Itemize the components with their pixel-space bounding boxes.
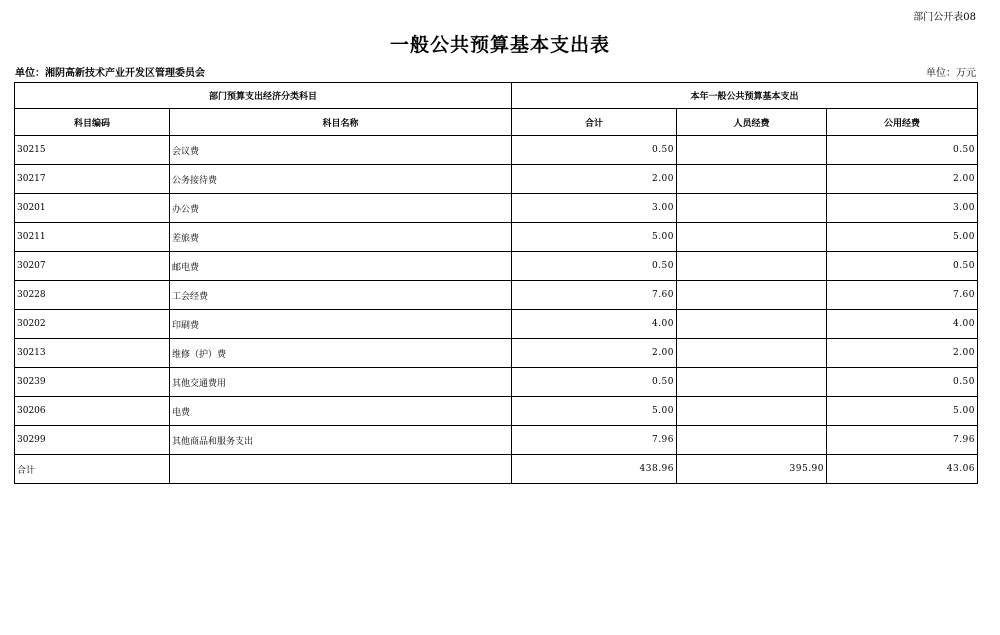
- cell-total: 2.00: [512, 339, 677, 368]
- cell-public: 4.00: [827, 310, 978, 339]
- cell-public: 2.00: [827, 339, 978, 368]
- table-row: [15, 368, 978, 397]
- cell-personnel: [677, 368, 827, 397]
- cell-name: 其他交通费用: [170, 368, 512, 397]
- cell-code: 30213: [15, 339, 170, 368]
- budget-table: [14, 82, 978, 484]
- header-group-classification: 部门预算支出经济分类科目: [15, 83, 512, 109]
- header-group-row: [15, 83, 978, 109]
- cell-name: 差旅费: [170, 223, 512, 252]
- table-row: [15, 194, 978, 223]
- column-header-public: 公用经费: [827, 109, 978, 136]
- cell-personnel: [677, 339, 827, 368]
- cell-personnel: [677, 223, 827, 252]
- cell-personnel: [677, 165, 827, 194]
- cell-code: 30217: [15, 165, 170, 194]
- cell-code: 30202: [15, 310, 170, 339]
- header-column-row: [15, 109, 978, 136]
- total-label: 合计: [15, 455, 170, 484]
- cell-personnel: [677, 194, 827, 223]
- cell-public: 0.50: [827, 136, 978, 165]
- cell-name: 办公费: [170, 194, 512, 223]
- table-row: [15, 165, 978, 194]
- table-row: [15, 252, 978, 281]
- cell-personnel: [677, 426, 827, 455]
- page-code: 部门公开表08: [913, 12, 976, 23]
- column-header-total: 合计: [512, 109, 677, 136]
- cell-personnel: [677, 397, 827, 426]
- cell-name: 印刷费: [170, 310, 512, 339]
- table-row: [15, 136, 978, 165]
- cell-public: 5.00: [827, 397, 978, 426]
- cell-name: 邮电费: [170, 252, 512, 281]
- table-row: [15, 397, 978, 426]
- cell-code: 30215: [15, 136, 170, 165]
- cell-public: 7.60: [827, 281, 978, 310]
- cell-code: 30207: [15, 252, 170, 281]
- page-title: 一般公共预算基本支出表: [389, 34, 610, 56]
- cell-public: 3.00: [827, 194, 978, 223]
- cell-personnel: [677, 252, 827, 281]
- cell-total: 0.50: [512, 368, 677, 397]
- cell-total: 0.50: [512, 252, 677, 281]
- cell-code: 30239: [15, 368, 170, 397]
- cell-personnel: [677, 310, 827, 339]
- table-row: [15, 281, 978, 310]
- cell-code: 30201: [15, 194, 170, 223]
- cell-public: 0.50: [827, 252, 978, 281]
- cell-code: 30228: [15, 281, 170, 310]
- cell-name: 公务接待费: [170, 165, 512, 194]
- table-row: [15, 339, 978, 368]
- cell-total: 2.00: [512, 165, 677, 194]
- cell-public: 5.00: [827, 223, 978, 252]
- header-group-basic-expenditure: 本年一般公共预算基本支出: [512, 83, 978, 109]
- total-public: 43.06: [827, 455, 978, 484]
- cell-personnel: [677, 281, 827, 310]
- cell-name: 维修（护）费: [170, 339, 512, 368]
- column-header-personnel: 人员经费: [677, 109, 827, 136]
- cell-total: 3.00: [512, 194, 677, 223]
- total-row: [15, 455, 978, 484]
- cell-total: 5.00: [512, 223, 677, 252]
- cell-name: 其他商品和服务支出: [170, 426, 512, 455]
- cell-total: 4.00: [512, 310, 677, 339]
- cell-code: 30211: [15, 223, 170, 252]
- cell-personnel: [677, 136, 827, 165]
- unit-currency: 单位：万元: [926, 68, 976, 79]
- cell-code: 30206: [15, 397, 170, 426]
- column-header-name: 科目名称: [170, 109, 512, 136]
- column-header-code: 科目编码: [15, 109, 170, 136]
- cell-name: 工会经费: [170, 281, 512, 310]
- total-name: [170, 455, 512, 484]
- cell-total: 0.50: [512, 136, 677, 165]
- cell-public: 7.96: [827, 426, 978, 455]
- total-personnel: 395.90: [677, 455, 827, 484]
- table-row: [15, 426, 978, 455]
- table-row: [15, 310, 978, 339]
- cell-public: 2.00: [827, 165, 978, 194]
- cell-public: 0.50: [827, 368, 978, 397]
- cell-name: 会议费: [170, 136, 512, 165]
- unit-organization: 单位：湘阴高新技术产业开发区管理委员会: [15, 68, 205, 79]
- table-row: [15, 223, 978, 252]
- cell-total: 7.96: [512, 426, 677, 455]
- cell-total: 7.60: [512, 281, 677, 310]
- cell-total: 5.00: [512, 397, 677, 426]
- total-sum: 438.96: [512, 455, 677, 484]
- cell-name: 电费: [170, 397, 512, 426]
- cell-code: 30299: [15, 426, 170, 455]
